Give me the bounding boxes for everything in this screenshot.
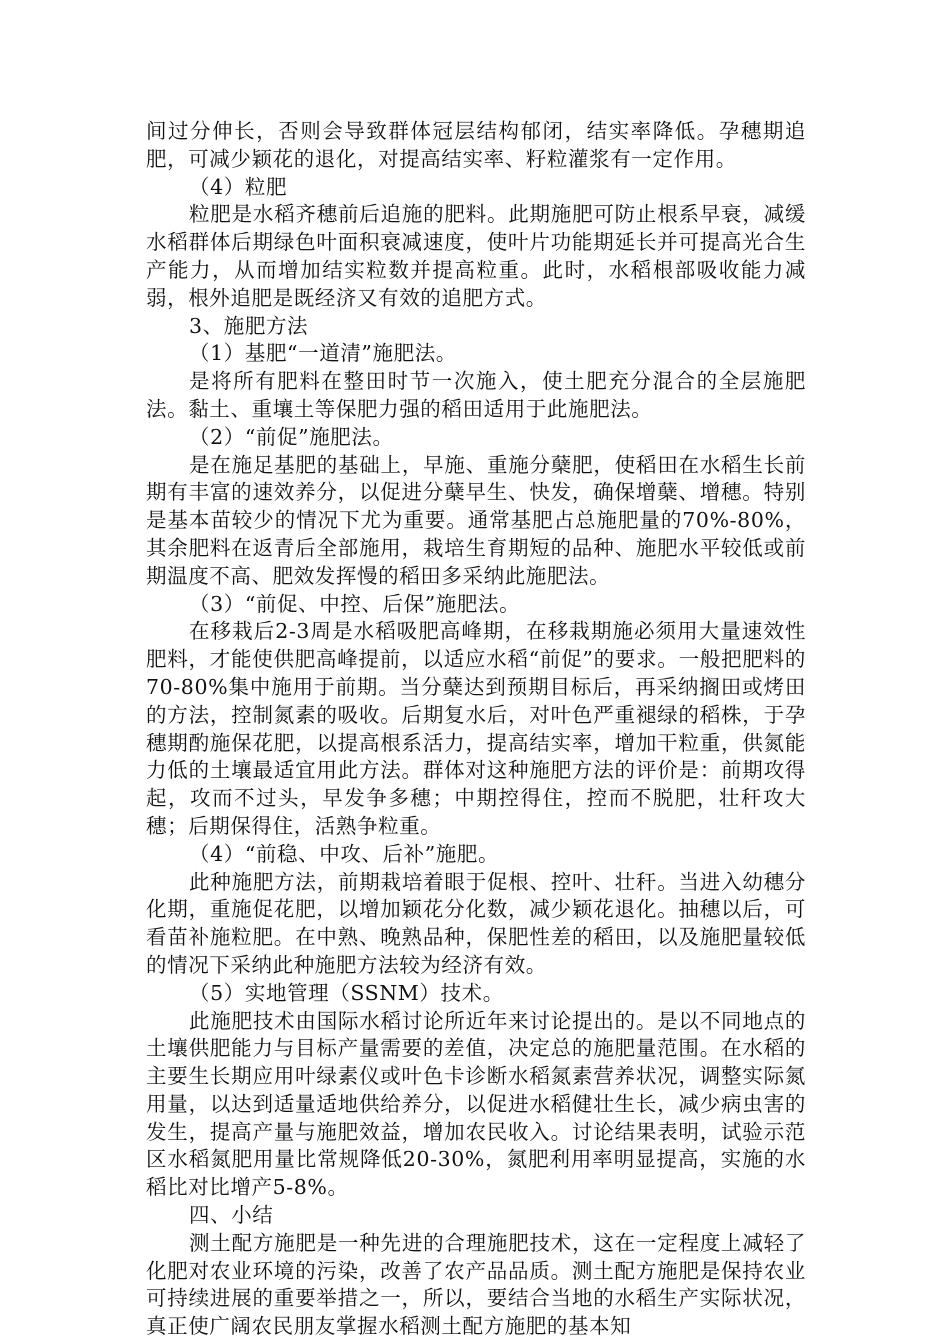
heading-method-4: （4）“前稳、中攻、后补”施肥。	[189, 841, 500, 866]
heading-method-3: （3）“前促、中控、后保”施肥法。	[189, 591, 521, 616]
paragraph-method-5: 此施肥技术由国际水稻讨论所近年来讨论提出的。是以不同地点的土壤供肥能力与目标产量需要的差值，决定总的施肥量范围。在水稻的主要生长期应用叶绿素仪或叶色卡诊断水稻氮素营养状况，调整实际氮用量，以达到适量适地供给养分，以促进水稻健壮生长，减少病虫害的发生，提高产量与施肥效益，增加农民收入。讨论结果表明，试验示范区水稻氮肥用量比常规降低20-30%，氮肥利用率明显提高，实施的水稻比对比增产5-8%。	[146, 1008, 806, 1200]
heading-method-1: （1）基肥“一道清”施肥法。	[189, 341, 457, 366]
paragraph-grain-fertilizer: 粒肥是水稻齐穗前后追施的肥料。此期施肥可防止根系早衰，减缓水稻群体后期绿色叶面积衰减速度，使叶片功能期延长并可提高光合生产能力，从而增加结实粒数并提高粒重。此时，水稻根部吸收能力减弱，根外追肥是既经济又有效的追肥方式。	[146, 202, 806, 310]
heading-summary: 四、小结	[189, 1203, 274, 1228]
paragraph-method-3: 在移栽后2-3周是水稻吸肥高峰期，在移栽期施必须用大量速效性肥料，才能使供肥高峰提前，以适应水稻“前促”的要求。一般把肥料的70-80%集中施用于前期。当分蘖达到预期目标后，再采纳搁田或烤田的方法，控制氮素的吸收。后期复水后，对叶色严重褪绿的稻株，于孕穗期酌施保花肥，以提高根系活力，提高结实率，增加干粒重，供氮能力低的土壤最适宜用此方法。群体对这种施肥方法的评价是：前期攻得起，攻而不过头，早发争多穗；中期控得住，控而不脱肥，壮秆攻大穗；后期保得住，活熟争粒重。	[146, 619, 806, 838]
paragraph-method-1: 是将所有肥料在整田时节一次施入，使土肥充分混合的全层施肥法。黏土、重壤土等保肥力强的稻田适用于此施肥法。	[146, 369, 806, 421]
paragraph-method-4: 此种施肥方法，前期栽培着眼于促根、控叶、壮秆。当进入幼穗分化期，重施促花肥，以增加颖花分化数，减少颖花退化。抽穗以后，可看苗补施粒肥。在中熟、晚熟品种，保肥性差的稻田，以及施肥量较低的情况下采纳此种施肥方法较为经济有效。	[146, 869, 806, 977]
heading-fertilization-methods: 3、施肥方法	[189, 313, 309, 338]
document-page	[146, 118, 806, 1341]
heading-method-2: （2）“前促”施肥法。	[189, 424, 394, 449]
heading-grain-fertilizer: （4）粒肥	[189, 174, 288, 199]
paragraph-summary: 测土配方施肥是一种先进的合理施肥技术，这在一定程度上减轻了化肥对农业环境的污染，改善了农产品品质。测土配方施肥是保持农业可持续进展的重要举措之一，所以，要结合当地的水稻生产实际状况，真正使广阔农民朋友掌握水稻测土配方施肥的基本知	[146, 1230, 806, 1339]
paragraph-method-2: 是在施足基肥的基础上，早施、重施分蘖肥，使稻田在水稻生长前期有丰富的速效养分，以促进分蘖早生、快发，确保增蘖、增穗。特别是基本苗较少的情况下尤为重要。通常基肥占总施肥量的70%-80%，其余肥料在返青后全部施用，栽培生育期短的品种、施肥水平较低或前期温度不高、肥效发挥慢的稻田多采纳此施肥法。	[146, 452, 806, 588]
heading-method-5: （5）实地管理（SSNM）技术。	[189, 980, 504, 1005]
paragraph-continuation: 间过分伸长，否则会导致群体冠层结构郁闭，结实率降低。孕穗期追肥，可减少颖花的退化，对提高结实率、籽粒灌浆有一定作用。	[146, 119, 806, 171]
